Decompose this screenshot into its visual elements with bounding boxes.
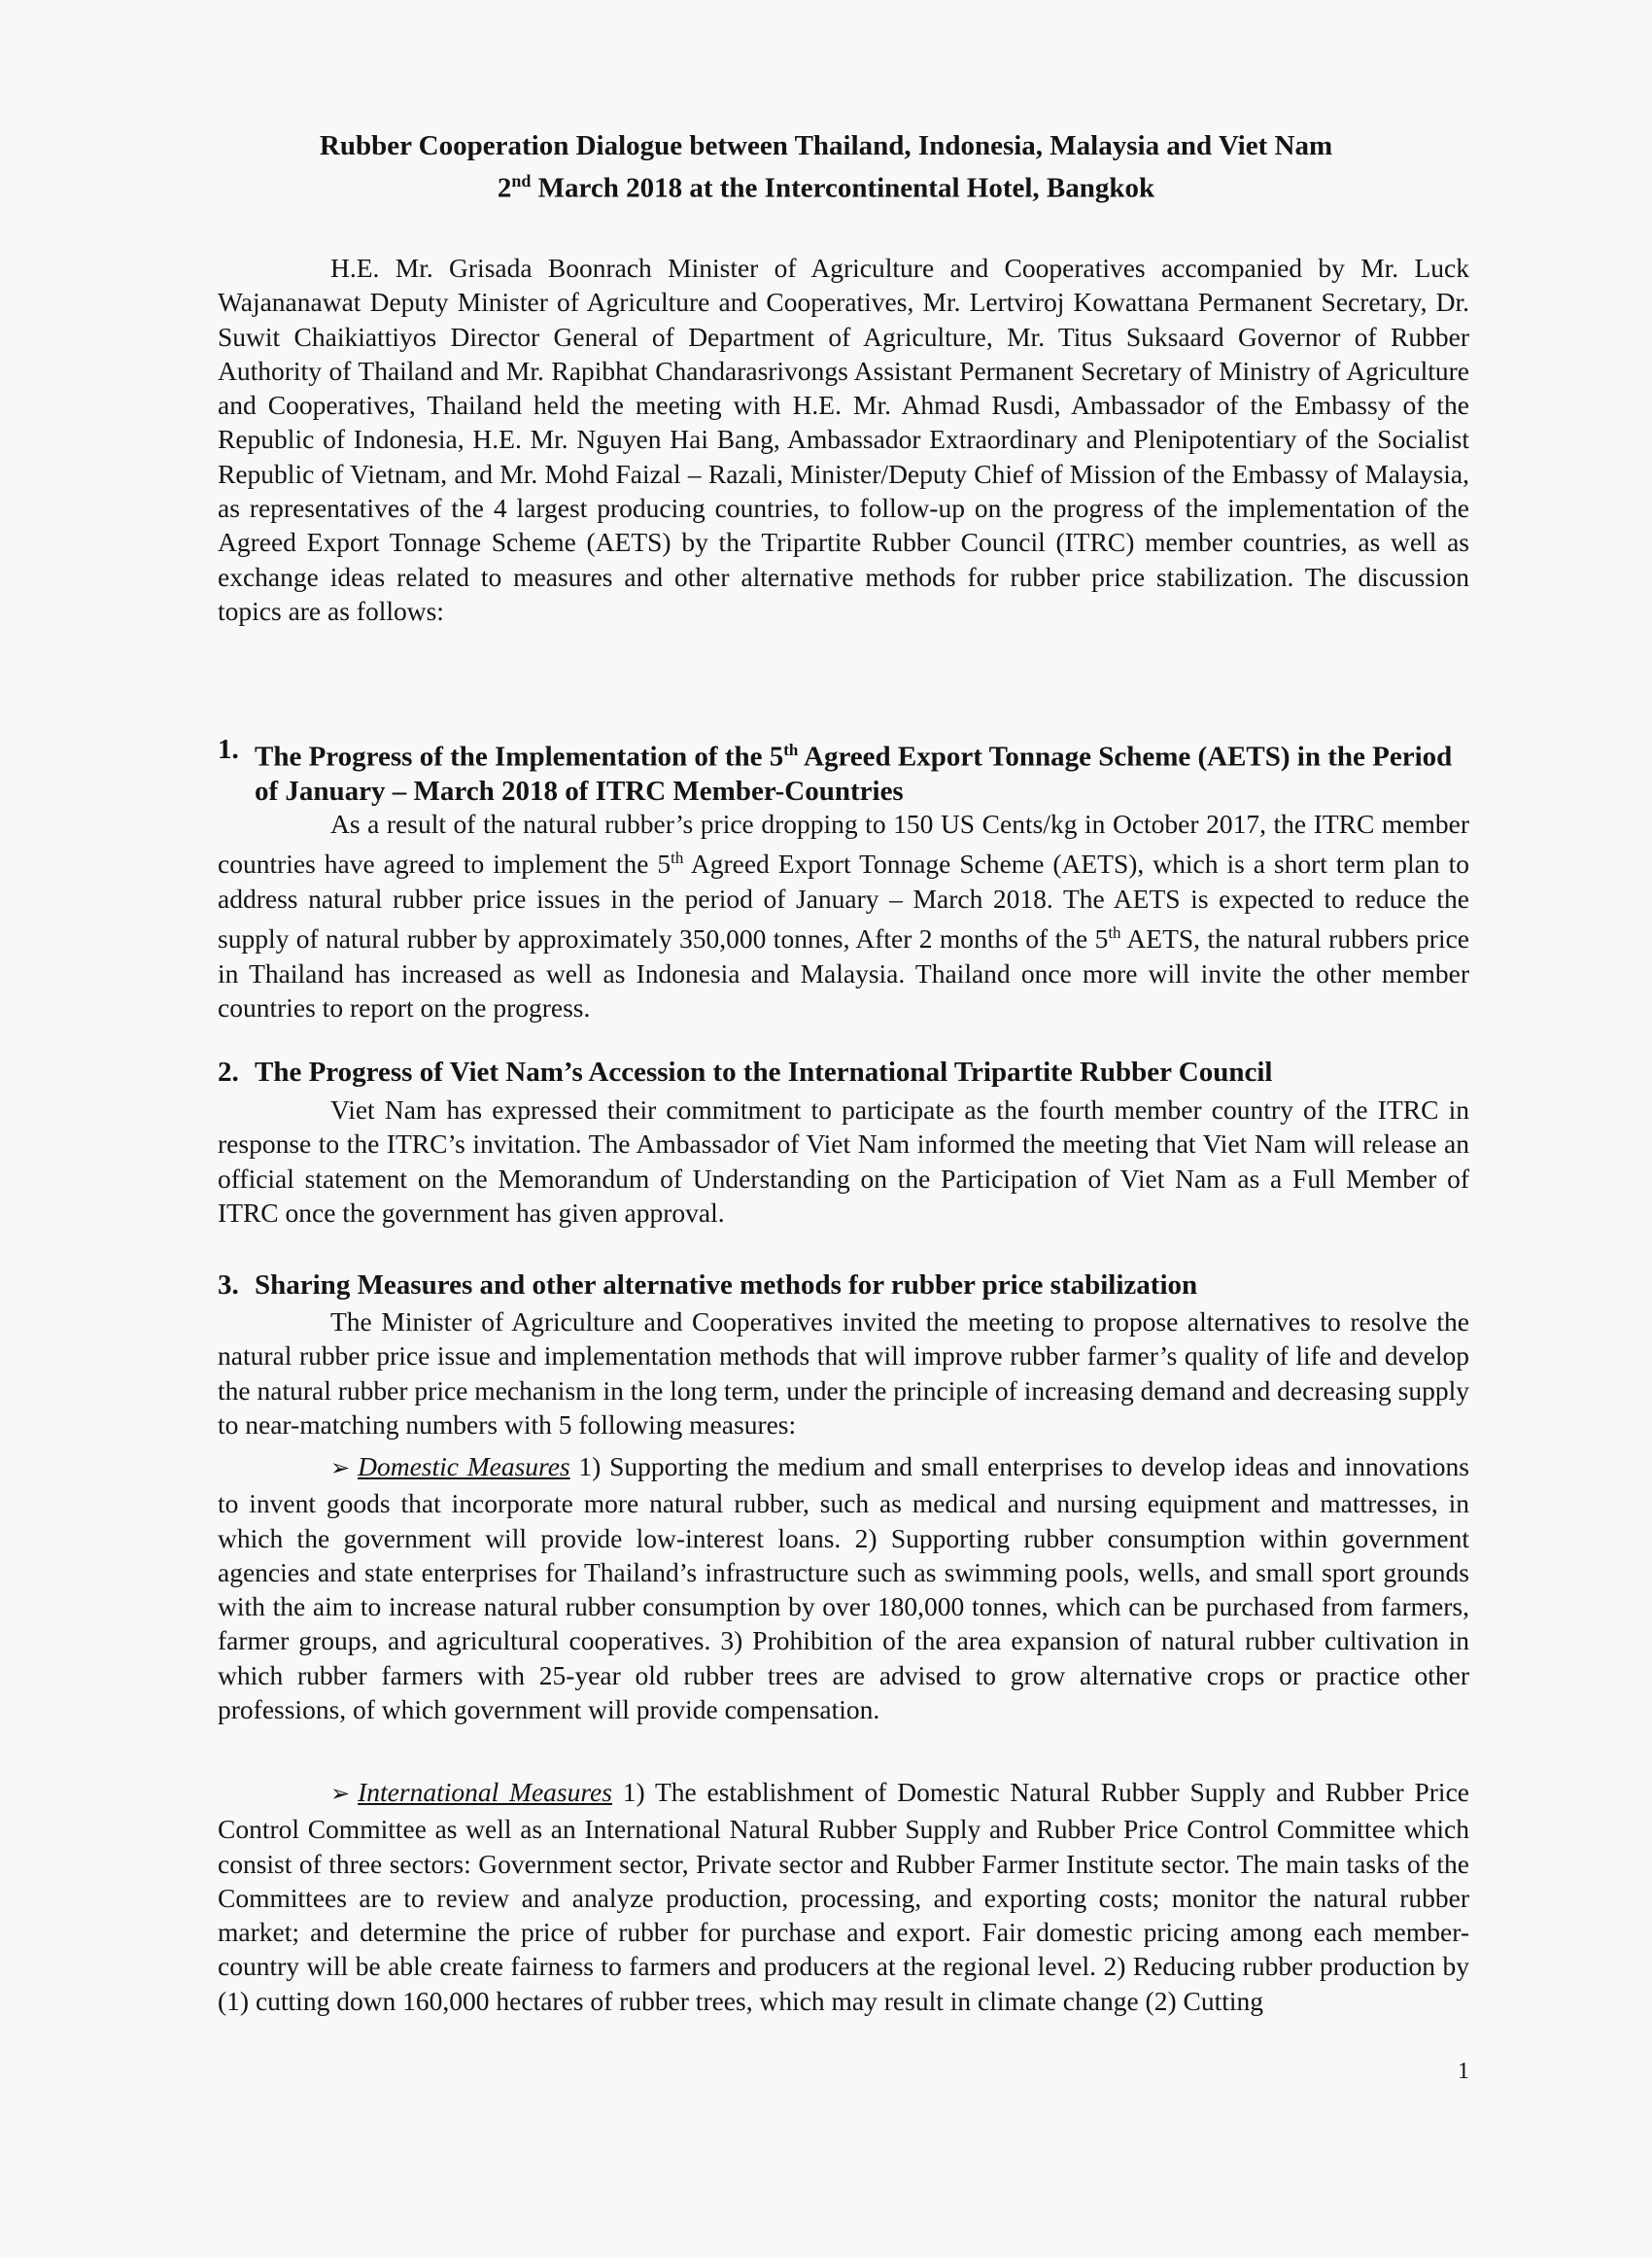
domestic-measures-bullet [218,1449,1469,1726]
intro-paragraph [218,251,1469,628]
domestic-measures-paragraph [218,1449,1469,1726]
section2-heading [218,1056,1481,1090]
title-date-venue: March 2018 at the Intercontinental Hotel, Bangkok [531,172,1155,204]
document-title-line1 [0,128,1652,163]
title-date-suffix: nd [511,171,532,191]
arrow-bullet-icon: ➢ [330,1782,351,1807]
section1-text-c: AETS, the natural rubbers price in Thailand has increased as well as Indonesia and Malaysia. Thailand once more will invite the other member countries to report on the progress. [218,923,1469,1023]
section3-heading-text: Sharing Measures and other alternative methods for rubber price stabilization [255,1269,1198,1301]
section1-heading-pre: The Progress of the Implementation of the 5 [255,741,784,773]
section1-heading-text [218,733,1481,809]
section3-text: The Minister of Agriculture and Cooperatives invited the meeting to propose alternatives to resolve the natural rubber price issue and implementation methods that will improve rubber farmer’s quality of life and develop the natural rubber price mechanism in the long term, under the principle of increasing demand and decreasing supply to near-matching numbers with 5 following measures: [218,1306,1469,1440]
section1-body [218,807,1469,1025]
section1-heading-post: Agreed Export Tonnage Scheme (AETS) in the Period of January – March 2018 of ITRC Member-Countries [255,741,1453,807]
intro-text: H.E. Mr. Grisada Boonrach Minister of Agriculture and Cooperatives accompanied by Mr. Luck Wajananawat Deputy Minister of Agriculture and Cooperatives, Mr. Lertviroj Kowattana Permanent Secretary, Dr. Suwit Chaikiattiyos Director General of Department of Agriculture, Mr. Titus Suksaard Governor of Rubber Authority of Thailand and Mr. Rapibhat Chandarasrivongs Assistant Permanent Secretary of Ministry of Agriculture and Cooperatives, Thailand held the meeting with H.E. Mr. Ahmad Rusdi, Ambassador of the Embassy of the Republic of Indonesia, H.E. Mr. Nguyen Hai Bang, Ambassador Extraordinary and Plenipotentiary of the Socialist Republic of Vietnam, and Mr. Mohd Faizal – Razali, Minister/Deputy Chief of Mission of the Embassy of Malaysia, as representatives of the 4 largest producing countries, to follow-up on the progress of the implementation of the Agreed Export Tonnage Scheme (AETS) by the Tripartite Rubber Council (ITRC) member countries, as well as exchange ideas related to measures and other alternative methods for rubber price stabilization. The discussion topics are as follows: [218,253,1469,626]
page-number: 1 [1458,2059,1469,2084]
international-measures-label: International Measures [358,1777,612,1807]
international-measures-bullet [218,1775,1469,2018]
international-measures-text: 1) The establishment of Domestic Natural Rubber Supply and Rubber Price Control Committee as well as an International Natural Rubber Supply and Rubber Price Control Committee which consist of three sectors: Government sector, Private sector and Rubber Farmer Institute sector. The main tasks of the Committees are to review and analyze production, processing, and exporting costs; monitor the natural rubber market; and determine the price of rubber for purchase and export. Fair domestic pricing among each member-country will be able create fairness to farmers and producers at the regional level. 2) Reducing rubber production by (1) cutting down 160,000 hectares of rubber trees, which may result in climate change (2) Cutting [218,1777,1469,2016]
section1-heading [218,733,1481,809]
section2-heading-text: The Progress of Viet Nam’s Accession to the International Tripartite Rubber Council [255,1057,1273,1088]
title-text: Rubber Cooperation Dialogue between Thailand, Indonesia, Malaysia and Viet Nam [319,130,1333,161]
section1-heading-sup: th [783,741,799,759]
section1-sup1: th [671,849,684,868]
section1-text-b: Agreed Export Tonnage Scheme (AETS), which is a short term plan to address natural rubber price issues in the period of January – March 2018. The AETS is expected to reduce the supply of natural rubber by approximately 350,000 tonnes, After 2 months of the 5 [218,849,1469,955]
section2-text: Viet Nam has expressed their commitment to participate as the fourth member country of the ITRC in response to the ITRC’s invitation. The Ambassador of Viet Nam informed the meeting that Viet Nam will release an official statement on the Memorandum of Understanding on the Participation of Viet Nam as a Full Member of ITRC once the government has given approval. [218,1094,1469,1228]
title-date-day: 2 [497,172,512,204]
section1-sup2: th [1108,923,1121,943]
domestic-measures-text: 1) Supporting the medium and small enterprises to develop ideas and innovations to invent goods that incorporate more natural rubber, such as medical and nursing equipment and mattresses, in which the government will provide low-interest loans. 2) Supporting rubber consumption within government agencies and state enterprises for Thailand’s infrastructure such as swimming pools, wells, and small sport grounds with the aim to increase natural rubber consumption by over 180,000 tonnes, which can be purchased from farmers, farmer groups, and agricultural cooperatives. 3) Prohibition of the area expansion of natural rubber cultivation in which rubber farmers with 25-year old rubber trees are advised to grow alternative crops or practice other professions, of which government will provide compensation. [218,1451,1469,1725]
section2-number: 2. [218,1057,239,1088]
section1-number: 1. [218,734,239,765]
section3-body [218,1304,1469,1442]
section3-heading [218,1268,1481,1303]
section1-text-a: As a result of the natural rubber’s price dropping to 150 US Cents/kg in October 2017, the ITRC member countries have agreed to implement the 5 [218,809,1469,880]
domestic-measures-label: Domestic Measures [358,1451,570,1481]
section1-text [218,807,1469,1025]
section2-body [218,1093,1469,1230]
section3-number: 3. [218,1269,239,1301]
document-title-line2 [0,163,1652,206]
arrow-bullet-icon: ➢ [330,1456,351,1481]
international-measures-paragraph [218,1775,1469,2018]
